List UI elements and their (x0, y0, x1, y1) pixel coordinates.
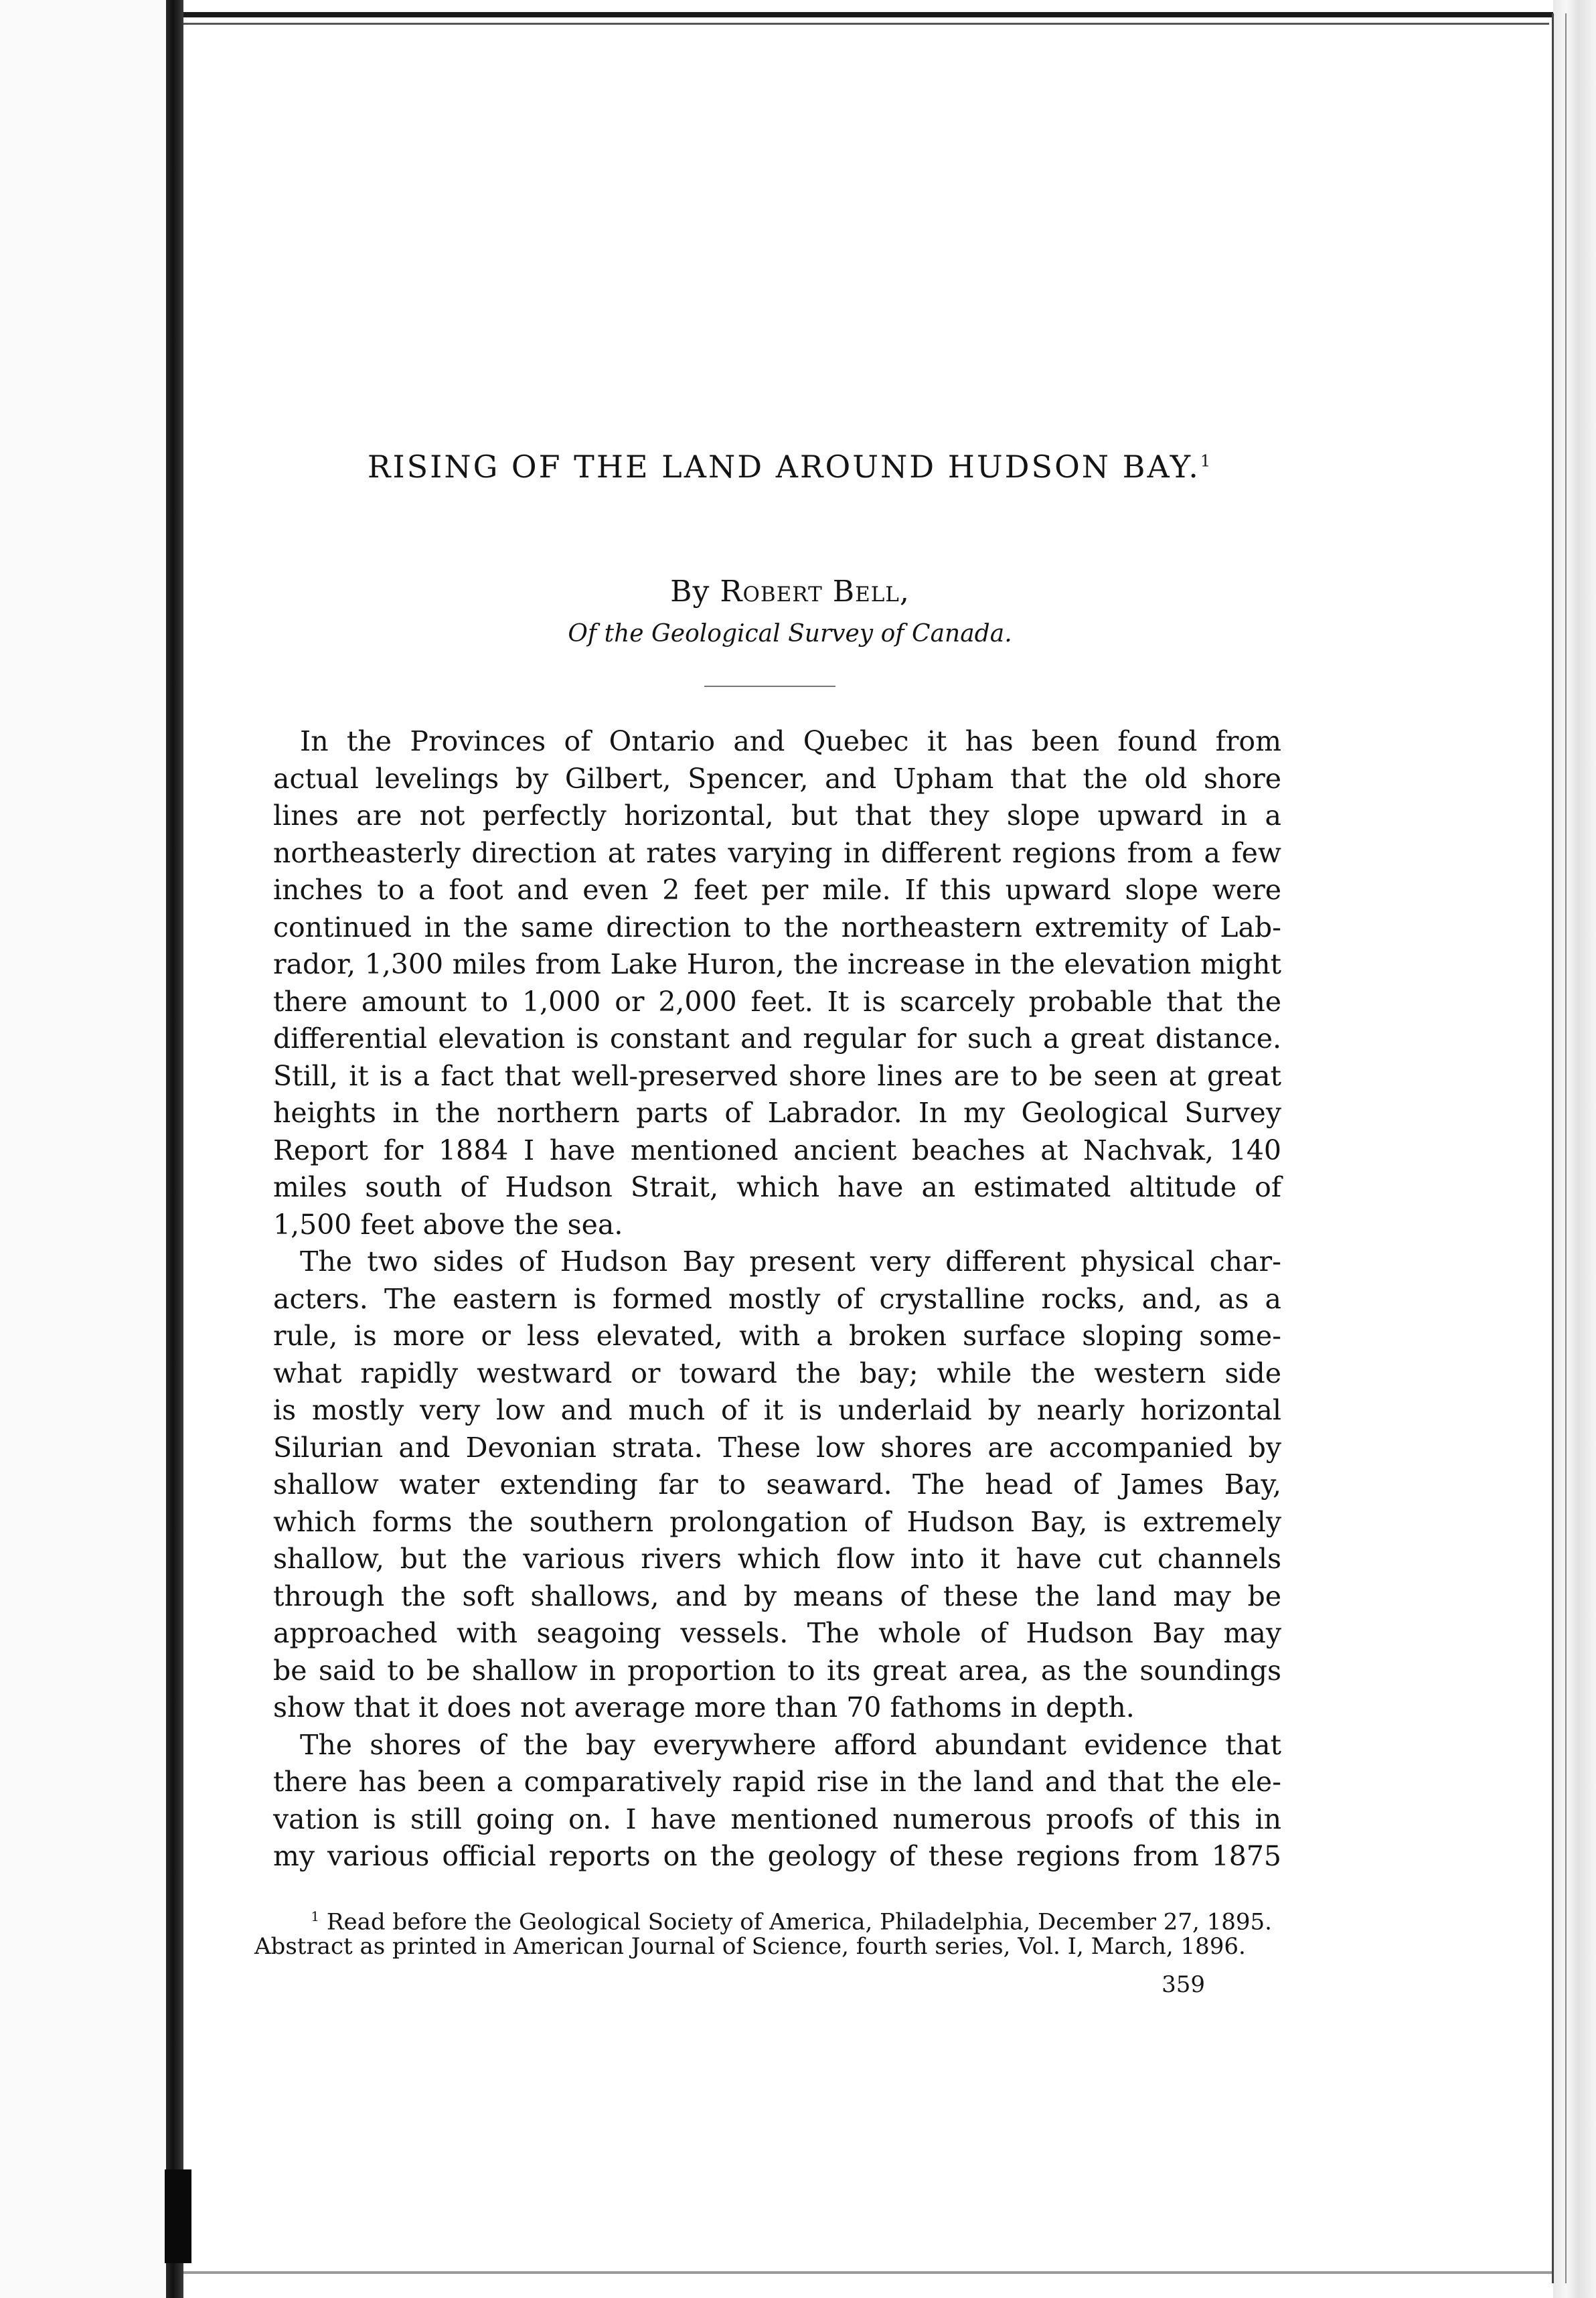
paragraph-2-line: through the soft shallows, and by means of these the land may be (273, 1580, 1281, 1612)
page-right-border (1552, 13, 1554, 2283)
paragraph-2-line: acters. The eastern is formed mostly of crystalline rocks, and, as a (273, 1282, 1281, 1315)
paragraph-1-line: inches to a foot and even 2 feet per mile. If this upward slope were (273, 874, 1281, 906)
paragraph-1-line: 1,500 feet above the sea. (273, 1208, 623, 1241)
paragraph-1-line: northeasterly direction at rates varying in different regions from a few (273, 836, 1281, 869)
page-number: 359 (1162, 1971, 1205, 1998)
paragraph-1-line: Still, it is a fact that well-preserved shore lines are to be seen at great (273, 1059, 1281, 1092)
article-title (268, 449, 1312, 485)
spine-shadow (165, 2169, 191, 2263)
paragraph-2-line: Silurian and Devonian strata. These low shores are accompanied by (273, 1431, 1281, 1464)
page-right-border-inner (1565, 13, 1567, 2283)
title-footnote-mark: 1 (1200, 451, 1213, 471)
paragraph-1-line: there amount to 1,000 or 2,000 feet. It is scarcely probable that the (273, 985, 1281, 1018)
author-affiliation: Of the Geological Survey of Canada. (568, 620, 1012, 647)
page-top-edge (183, 12, 1563, 17)
paragraph-3-line: there has been a comparatively rapid rise in the land and that the ele- (273, 1766, 1281, 1798)
paragraph-2-line: which forms the southern prolongation of Hudson Bay, is extremely (273, 1505, 1281, 1538)
footnote-line-1 (254, 1902, 1272, 1936)
page-top-edge-shadow (183, 23, 1549, 25)
paragraph-1-line: lines are not perfectly horizontal, but that they slope upward in a (273, 799, 1281, 832)
paragraph-2-line: The two sides of Hudson Bay present very different physical char- (300, 1245, 1281, 1278)
paragraph-1-line: continued in the same direction to the northeastern extremity of Lab- (273, 911, 1281, 943)
footnotes (254, 1902, 1272, 1962)
paragraph-2-line: rule, is more or less elevated, with a broken surface sloping some- (273, 1320, 1281, 1352)
footnote-text-1: Read before the Geological Society of America, Philadelphia, December 27, 1895. (326, 1908, 1272, 1936)
paragraph-1-line: differential elevation is constant and regular for such a great distance. (273, 1022, 1281, 1055)
paragraph-1-line: Report for 1884 I have mentioned ancient beaches at Nachvak, 140 (273, 1134, 1281, 1166)
book-spine (166, 0, 183, 2298)
paragraph-2-line: be said to be shallow in proportion to its great area, as the soundings (273, 1654, 1281, 1687)
paragraph-2-line: is mostly very low and much of it is underlaid by nearly horizontal (273, 1394, 1281, 1426)
paragraph-1-line: rador, 1,300 miles from Lake Huron, the increase in the elevation might (273, 948, 1281, 980)
paragraph-2-line: what rapidly westward or toward the bay; while the western side (273, 1357, 1281, 1389)
paragraph-2-line: approached with seagoing vessels. The whole of Hudson Bay may (273, 1617, 1281, 1649)
paragraph-2-line: shallow water extending far to seaward. The head of James Bay, (273, 1468, 1281, 1501)
author-name: Robert Bell, (720, 574, 910, 609)
byline-prefix: By (670, 574, 710, 609)
footnote-mark: 1 (311, 1908, 320, 1924)
footnote-line-2: Abstract as printed in American Journal of Science, fourth series, Vol. I, March, 1896. (254, 1933, 1246, 1960)
paragraph-1-line: miles south of Hudson Strait, which have an estimated altitude of (273, 1171, 1281, 1203)
paragraph-1-line: In the Provinces of Ontario and Quebec it has been found from (300, 725, 1281, 757)
paragraph-2-line: show that it does not average more than 70 fathoms in depth. (273, 1691, 1135, 1724)
article-title-text: RISING OF THE LAND AROUND HUDSON BAY. (367, 449, 1200, 485)
paragraph-1-line: actual levelings by Gilbert, Spencer, and Upham that the old shore (273, 762, 1281, 795)
byline (268, 574, 1312, 609)
paragraph-2-line: shallow, but the various rivers which flow into it have cut channels (273, 1543, 1281, 1575)
page-stack-edge (1553, 0, 1596, 2298)
paragraph-3-line: vation is still going on. I have mentioned numerous proofs of this in (273, 1803, 1281, 1835)
paragraph-3-line: The shores of the bay everywhere afford abundant evidence that (300, 1728, 1281, 1761)
page-bottom-edge (183, 2271, 1552, 2274)
paragraph-3-line: my various official reports on the geology of these regions from 1875 (273, 1840, 1281, 1872)
paragraph-1-line: heights in the northern parts of Labrador. In my Geological Survey (273, 1097, 1281, 1129)
article-body (273, 723, 1281, 1875)
facing-page-edge (0, 0, 166, 2298)
heading-divider (704, 686, 835, 687)
